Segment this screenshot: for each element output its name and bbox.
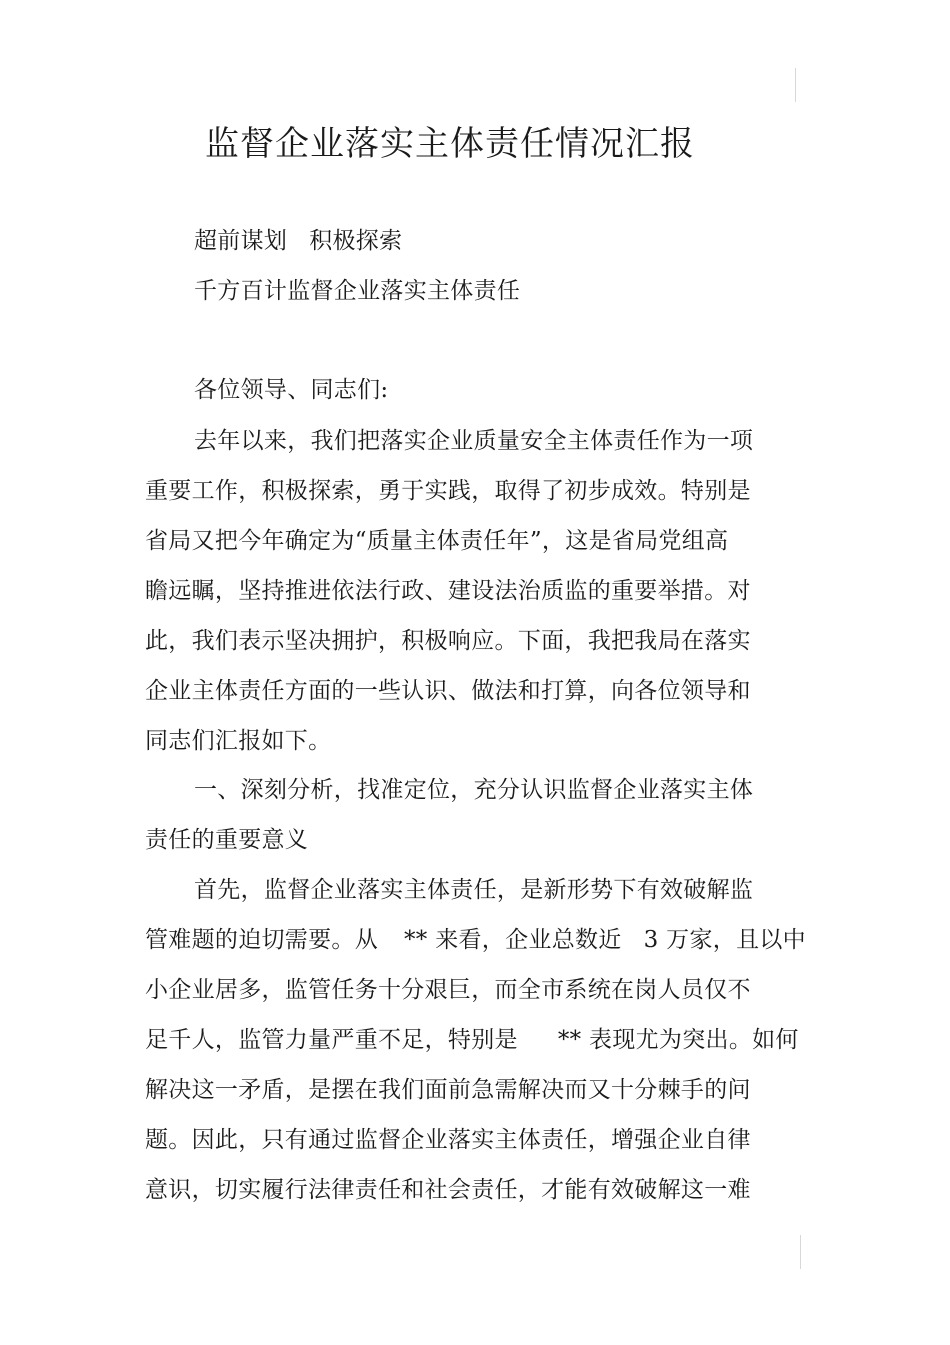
paragraph-line — [145, 925, 806, 955]
paragraph-line: 小企业居多，监管任务十分艰巨，而全市系统在岗人员仅不 — [145, 977, 751, 1003]
page-edge-mark — [795, 68, 796, 102]
page-edge-mark — [800, 1235, 801, 1269]
text-segment: 管难题的迫切需要。从 — [145, 927, 378, 953]
paragraph-line: 意识，切实履行法律责任和社会责任，才能有效破解这一难 — [145, 1177, 751, 1203]
paragraph-line: 解决这一矛盾，是摆在我们面前急需解决而又十分棘手的问 — [145, 1077, 751, 1103]
paragraph-line — [145, 1025, 799, 1055]
subtitle-line-1 — [194, 226, 402, 256]
text-segment: ** 来看，企业总数近 — [404, 927, 622, 953]
paragraph-line: 企业主体责任方面的一些认识、做法和打算，向各位领导和 — [145, 678, 751, 704]
document-title: 监督企业落实主体责任情况汇报 — [205, 124, 695, 164]
paragraph-line: 此，我们表示坚决拥护，积极响应。下面，我把我局在落实 — [145, 628, 751, 654]
greeting: 各位领导、同志们: — [194, 377, 389, 403]
paragraph-line: 题。因此，只有通过监督企业落实主体责任，增强企业自律 — [145, 1127, 751, 1153]
text-segment: 3 万家，且以中 — [643, 927, 806, 953]
subtitle-line-2: 千方百计监督企业落实主体责任 — [194, 278, 521, 304]
paragraph-line: 瞻远瞩，坚持推进依法行政、建设法治质监的重要举措。对 — [145, 578, 751, 604]
subtitle-phrase-2: 积极探索 — [309, 228, 403, 254]
section-heading-line: 责任的重要意义 — [145, 827, 309, 853]
paragraph-line: 去年以来，我们把落实企业质量安全主体责任作为一项 — [194, 428, 754, 454]
section-heading-line: 一、深刻分析，找准定位，充分认识监督企业落实主体 — [194, 777, 754, 803]
subtitle-phrase-1: 超前谋划 — [194, 228, 288, 254]
paragraph-line: 省局又把今年确定为“质量主体责任年”，这是省局党组高 — [145, 528, 729, 554]
text-segment: ** 表现尤为突出。如何 — [557, 1027, 799, 1053]
paragraph-line: 首先，监督企业落实主体责任，是新形势下有效破解监 — [194, 877, 754, 903]
text-segment: 足千人，监管力量严重不足，特别是 — [145, 1027, 518, 1053]
paragraph-line: 重要工作，积极探索，勇于实践，取得了初步成效。特别是 — [145, 478, 751, 504]
paragraph-line: 同志们汇报如下。 — [145, 728, 332, 754]
